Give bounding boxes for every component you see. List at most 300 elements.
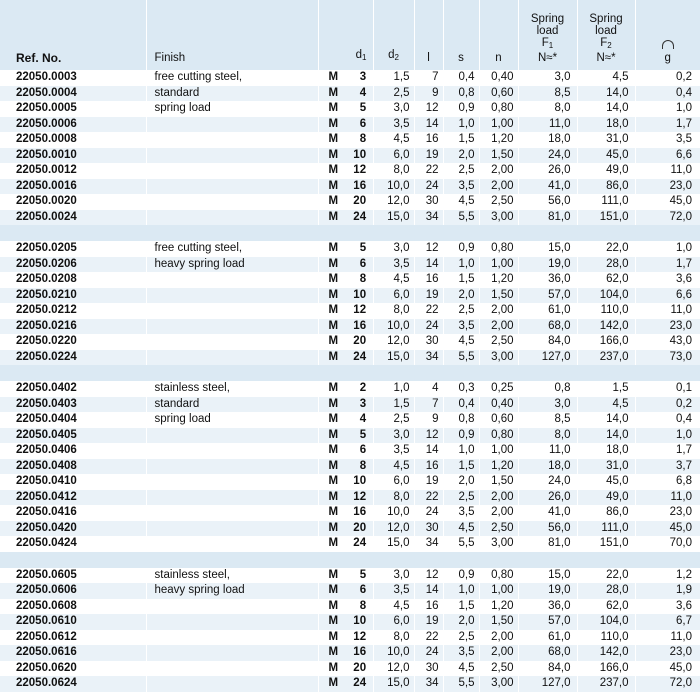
thread-size: 20 — [353, 521, 367, 534]
cell-d2: 12,0 — [373, 521, 414, 537]
cell-s: 5,5 — [443, 676, 479, 692]
cell-spring-load-f2: 18,0 — [577, 117, 635, 133]
cell-length-l: 12 — [414, 101, 443, 117]
cell-s: 4,5 — [443, 194, 479, 210]
cell-thread-d1 — [318, 505, 373, 521]
cell-spring-load-f2: 86,0 — [577, 505, 635, 521]
header-f2-letter: F — [600, 37, 608, 49]
cell-length-l: 16 — [414, 599, 443, 615]
cell-length-l: 22 — [414, 303, 443, 319]
cell-length-l: 30 — [414, 661, 443, 677]
cell-n: 1,20 — [479, 132, 518, 148]
cell-spring-load-f1: 3,0 — [518, 397, 577, 413]
cell-n: 0,40 — [479, 397, 518, 413]
cell-finish: spring load — [146, 101, 318, 117]
cell-finish — [146, 599, 318, 615]
cell-ref-no: 22050.0205 — [0, 241, 146, 257]
cell-s: 1,0 — [443, 443, 479, 459]
cell-n: 2,50 — [479, 334, 518, 350]
cell-finish: spring load — [146, 412, 318, 428]
cell-d2: 15,0 — [373, 350, 414, 366]
cell-spring-load-f2: 28,0 — [577, 583, 635, 599]
thread-size: 8 — [359, 273, 367, 285]
cell-s: 2,5 — [443, 630, 479, 646]
cell-weight-g: 23,0 — [635, 645, 700, 661]
cell-s: 2,5 — [443, 490, 479, 506]
cell-spring-load-f2: 104,0 — [577, 614, 635, 630]
table-row — [0, 272, 700, 288]
cell-spring-load-f1: 57,0 — [518, 288, 577, 304]
header-f2-symbol — [578, 37, 635, 52]
header-d1 — [318, 0, 373, 70]
header-spring-load-f2 — [577, 0, 635, 70]
cell-ref-no: 22050.0620 — [0, 661, 146, 677]
cell-thread-d1 — [318, 630, 373, 646]
cell-spring-load-f2: 14,0 — [577, 101, 635, 117]
cell-length-l: 16 — [414, 272, 443, 288]
cell-weight-g: 1,7 — [635, 443, 700, 459]
cell-spring-load-f2: 22,0 — [577, 241, 635, 257]
cell-d2: 6,0 — [373, 474, 414, 490]
cell-length-l: 9 — [414, 412, 443, 428]
thread-size: 24 — [353, 677, 367, 689]
cell-n: 2,00 — [479, 505, 518, 521]
cell-finish: standard — [146, 86, 318, 102]
table-row — [0, 86, 700, 102]
cell-thread-d1 — [318, 474, 373, 490]
cell-n: 3,00 — [479, 210, 518, 226]
cell-thread-d1 — [318, 210, 373, 226]
cell-n: 1,20 — [479, 599, 518, 615]
cell-spring-load-f1: 18,0 — [518, 132, 577, 148]
thread-size: 24 — [353, 210, 367, 223]
thread-prefix: M — [328, 164, 339, 176]
cell-length-l: 34 — [414, 350, 443, 366]
thread-prefix: M — [328, 71, 339, 83]
cell-finish: free cutting steel, — [146, 241, 318, 257]
table-row — [0, 614, 700, 630]
cell-ref-no: 22050.0020 — [0, 194, 146, 210]
cell-length-l: 34 — [414, 676, 443, 692]
cell-ref-no: 22050.0404 — [0, 412, 146, 428]
cell-finish — [146, 474, 318, 490]
cell-ref-no: 22050.0012 — [0, 163, 146, 179]
cell-s: 3,5 — [443, 645, 479, 661]
cell-spring-load-f2: 237,0 — [577, 676, 635, 692]
thread-size: 8 — [359, 133, 367, 145]
table-row — [0, 70, 700, 86]
cell-spring-load-f1: 81,0 — [518, 536, 577, 552]
cell-ref-no: 22050.0006 — [0, 117, 146, 133]
thread-prefix: M — [328, 661, 339, 674]
cell-ref-no: 22050.0220 — [0, 334, 146, 350]
cell-length-l: 19 — [414, 148, 443, 164]
cell-d2: 3,5 — [373, 257, 414, 273]
cell-finish — [146, 428, 318, 444]
thread-prefix: M — [328, 335, 339, 347]
thread-size: 5 — [359, 242, 367, 254]
cell-spring-load-f2: 49,0 — [577, 490, 635, 506]
cell-length-l: 14 — [414, 257, 443, 273]
cell-spring-load-f2: 31,0 — [577, 132, 635, 148]
cell-thread-d1 — [318, 412, 373, 428]
thread-size: 16 — [353, 646, 367, 658]
thread-size: 20 — [353, 335, 367, 347]
header-weight-unit: g — [664, 52, 671, 64]
cell-n: 0,60 — [479, 86, 518, 102]
table-row — [0, 148, 700, 164]
table-row — [0, 397, 700, 413]
cell-thread-d1 — [318, 241, 373, 257]
cell-s: 2,0 — [443, 474, 479, 490]
cell-thread-d1 — [318, 614, 373, 630]
cell-length-l: 16 — [414, 132, 443, 148]
cell-length-l: 22 — [414, 490, 443, 506]
cell-s: 3,5 — [443, 319, 479, 335]
thread-size: 5 — [359, 102, 367, 114]
cell-finish — [146, 521, 318, 537]
thread-size: 5 — [359, 428, 367, 441]
cell-spring-load-f2: 166,0 — [577, 334, 635, 350]
header-f2-line1: Spring — [589, 13, 623, 25]
cell-weight-g: 1,7 — [635, 117, 700, 133]
cell-length-l: 24 — [414, 319, 443, 335]
cell-weight-g: 6,6 — [635, 148, 700, 164]
cell-n: 3,00 — [479, 350, 518, 366]
cell-d2: 1,5 — [373, 397, 414, 413]
cell-d2: 6,0 — [373, 148, 414, 164]
thread-prefix: M — [328, 521, 339, 534]
header-finish: Finish — [146, 0, 318, 70]
cell-finish — [146, 645, 318, 661]
cell-ref-no: 22050.0605 — [0, 568, 146, 584]
cell-finish — [146, 350, 318, 366]
header-l: l — [414, 0, 443, 70]
cell-d2: 6,0 — [373, 288, 414, 304]
cell-spring-load-f1: 8,5 — [518, 86, 577, 102]
cell-ref-no: 22050.0208 — [0, 272, 146, 288]
cell-s: 0,3 — [443, 381, 479, 397]
cell-length-l: 19 — [414, 288, 443, 304]
table-row — [0, 210, 700, 226]
cell-spring-load-f2: 4,5 — [577, 397, 635, 413]
cell-s: 1,5 — [443, 459, 479, 475]
group-separator — [0, 225, 700, 241]
thread-prefix: M — [328, 242, 339, 254]
cell-length-l: 24 — [414, 645, 443, 661]
weight-icon — [636, 40, 700, 52]
thread-prefix: M — [328, 304, 339, 316]
cell-s: 0,4 — [443, 397, 479, 413]
thread-size: 2 — [359, 382, 367, 394]
cell-spring-load-f2: 142,0 — [577, 645, 635, 661]
cell-ref-no: 22050.0610 — [0, 614, 146, 630]
cell-d2: 3,0 — [373, 101, 414, 117]
thread-prefix: M — [328, 86, 339, 99]
table-row — [0, 661, 700, 677]
cell-spring-load-f2: 49,0 — [577, 163, 635, 179]
cell-thread-d1 — [318, 70, 373, 86]
thread-prefix: M — [328, 117, 339, 130]
cell-finish — [146, 194, 318, 210]
cell-length-l: 24 — [414, 505, 443, 521]
cell-spring-load-f1: 8,0 — [518, 428, 577, 444]
cell-thread-d1 — [318, 521, 373, 537]
cell-finish: free cutting steel, — [146, 70, 318, 86]
cell-finish — [146, 148, 318, 164]
cell-n: 2,50 — [479, 661, 518, 677]
cell-n: 1,00 — [479, 443, 518, 459]
cell-spring-load-f1: 8,0 — [518, 101, 577, 117]
cell-thread-d1 — [318, 599, 373, 615]
cell-finish: heavy spring load — [146, 257, 318, 273]
cell-s: 5,5 — [443, 536, 479, 552]
group-separator — [0, 552, 700, 568]
thread-prefix: M — [328, 599, 339, 612]
cell-finish: stainless steel, — [146, 381, 318, 397]
cell-d2: 4,5 — [373, 599, 414, 615]
cell-finish — [146, 303, 318, 319]
cell-spring-load-f2: 1,5 — [577, 381, 635, 397]
header-f2-sub: 2 — [607, 41, 612, 50]
cell-spring-load-f2: 62,0 — [577, 599, 635, 615]
cell-ref-no: 22050.0008 — [0, 132, 146, 148]
cell-d2: 12,0 — [373, 661, 414, 677]
cell-spring-load-f1: 11,0 — [518, 117, 577, 133]
header-d1-label: d — [355, 49, 363, 61]
table-row — [0, 645, 700, 661]
table-row — [0, 350, 700, 366]
table-row — [0, 568, 700, 584]
table-row — [0, 194, 700, 210]
group-separator — [0, 365, 700, 381]
cell-ref-no: 22050.0410 — [0, 474, 146, 490]
cell-spring-load-f2: 14,0 — [577, 86, 635, 102]
thread-prefix: M — [328, 537, 339, 549]
cell-s: 0,8 — [443, 86, 479, 102]
cell-thread-d1 — [318, 490, 373, 506]
cell-finish — [146, 272, 318, 288]
cell-ref-no: 22050.0206 — [0, 257, 146, 273]
thread-size: 20 — [353, 195, 367, 207]
cell-weight-g: 6,8 — [635, 474, 700, 490]
thread-size: 12 — [353, 304, 367, 316]
cell-d2: 12,0 — [373, 334, 414, 350]
cell-spring-load-f1: 11,0 — [518, 443, 577, 459]
cell-finish — [146, 179, 318, 195]
header-d1-sub: 1 — [362, 53, 367, 62]
thread-prefix: M — [328, 459, 339, 472]
cell-weight-g: 6,7 — [635, 614, 700, 630]
cell-spring-load-f2: 18,0 — [577, 443, 635, 459]
thread-size: 4 — [359, 86, 367, 99]
cell-s: 5,5 — [443, 210, 479, 226]
table-body — [0, 70, 700, 692]
header-f2-unit: N≈* — [596, 52, 616, 64]
thread-size: 6 — [359, 257, 367, 270]
thread-prefix: M — [328, 382, 339, 394]
cell-ref-no: 22050.0406 — [0, 443, 146, 459]
table-row — [0, 334, 700, 350]
cell-d2: 12,0 — [373, 194, 414, 210]
cell-spring-load-f2: 4,5 — [577, 70, 635, 86]
cell-s: 1,5 — [443, 132, 479, 148]
thread-size: 12 — [353, 164, 367, 176]
header-f1-letter: F — [541, 37, 549, 49]
table-row — [0, 599, 700, 615]
cell-spring-load-f1: 84,0 — [518, 334, 577, 350]
cell-spring-load-f2: 28,0 — [577, 257, 635, 273]
cell-n: 2,00 — [479, 630, 518, 646]
cell-spring-load-f1: 56,0 — [518, 521, 577, 537]
cell-finish — [146, 117, 318, 133]
cell-finish — [146, 210, 318, 226]
cell-thread-d1 — [318, 179, 373, 195]
cell-ref-no: 22050.0624 — [0, 676, 146, 692]
cell-s: 0,8 — [443, 412, 479, 428]
cell-d2: 3,0 — [373, 568, 414, 584]
cell-weight-g: 1,0 — [635, 101, 700, 117]
cell-ref-no: 22050.0616 — [0, 645, 146, 661]
cell-ref-no: 22050.0024 — [0, 210, 146, 226]
cell-d2: 10,0 — [373, 505, 414, 521]
cell-ref-no: 22050.0010 — [0, 148, 146, 164]
cell-n: 1,50 — [479, 148, 518, 164]
cell-s: 1,5 — [443, 599, 479, 615]
cell-d2: 4,5 — [373, 132, 414, 148]
thread-prefix: M — [328, 350, 339, 363]
cell-spring-load-f2: 45,0 — [577, 474, 635, 490]
cell-thread-d1 — [318, 303, 373, 319]
cell-s: 2,0 — [443, 614, 479, 630]
cell-d2: 2,5 — [373, 412, 414, 428]
cell-n: 1,50 — [479, 474, 518, 490]
cell-thread-d1 — [318, 86, 373, 102]
cell-finish — [146, 490, 318, 506]
cell-ref-no: 22050.0402 — [0, 381, 146, 397]
cell-n: 2,00 — [479, 163, 518, 179]
cell-weight-g: 70,0 — [635, 536, 700, 552]
cell-thread-d1 — [318, 459, 373, 475]
cell-s: 4,5 — [443, 334, 479, 350]
cell-spring-load-f1: 24,0 — [518, 148, 577, 164]
cell-thread-d1 — [318, 381, 373, 397]
cell-ref-no: 22050.0005 — [0, 101, 146, 117]
thread-size: 4 — [359, 413, 367, 425]
table-row — [0, 101, 700, 117]
thread-size: 16 — [353, 506, 367, 518]
thread-size: 3 — [359, 397, 367, 410]
cell-d2: 4,5 — [373, 459, 414, 475]
thread-prefix: M — [328, 677, 339, 689]
cell-length-l: 19 — [414, 614, 443, 630]
cell-length-l: 30 — [414, 521, 443, 537]
cell-weight-g: 1,0 — [635, 241, 700, 257]
table-header — [0, 0, 700, 70]
header-s: s — [443, 0, 479, 70]
cell-ref-no: 22050.0412 — [0, 490, 146, 506]
thread-prefix: M — [328, 397, 339, 410]
cell-length-l: 7 — [414, 397, 443, 413]
cell-weight-g: 0,2 — [635, 397, 700, 413]
cell-s: 1,5 — [443, 272, 479, 288]
header-spring-load-f1 — [518, 0, 577, 70]
cell-n: 2,00 — [479, 179, 518, 195]
cell-weight-g: 3,6 — [635, 599, 700, 615]
cell-d2: 3,5 — [373, 583, 414, 599]
cell-spring-load-f1: 61,0 — [518, 303, 577, 319]
header-f1-sub: 1 — [548, 41, 554, 50]
header-f1-unit: N≈* — [537, 52, 558, 64]
thread-size: 6 — [359, 444, 367, 456]
cell-length-l: 30 — [414, 194, 443, 210]
cell-n: 0,80 — [479, 568, 518, 584]
cell-length-l: 14 — [414, 117, 443, 133]
thread-size: 8 — [359, 599, 367, 612]
cell-ref-no: 22050.0216 — [0, 319, 146, 335]
cell-thread-d1 — [318, 117, 373, 133]
cell-weight-g: 72,0 — [635, 210, 700, 226]
cell-length-l: 7 — [414, 70, 443, 86]
cell-n: 1,20 — [479, 272, 518, 288]
thread-size: 12 — [353, 490, 367, 503]
cell-finish — [146, 163, 318, 179]
cell-weight-g: 0,4 — [635, 412, 700, 428]
thread-prefix: M — [328, 179, 339, 192]
cell-ref-no: 22050.0003 — [0, 70, 146, 86]
header-weight — [635, 0, 700, 70]
cell-s: 1,0 — [443, 117, 479, 133]
header-ref-no: Ref. No. — [0, 0, 146, 70]
header-d2 — [373, 0, 414, 70]
cell-spring-load-f2: 31,0 — [577, 459, 635, 475]
cell-s: 0,9 — [443, 428, 479, 444]
cell-weight-g: 73,0 — [635, 350, 700, 366]
cell-finish — [146, 630, 318, 646]
cell-d2: 10,0 — [373, 179, 414, 195]
cell-s: 5,5 — [443, 350, 479, 366]
cell-length-l: 12 — [414, 428, 443, 444]
cell-s: 4,5 — [443, 521, 479, 537]
cell-spring-load-f1: 41,0 — [518, 179, 577, 195]
cell-d2: 3,0 — [373, 241, 414, 257]
cell-d2: 10,0 — [373, 645, 414, 661]
cell-spring-load-f2: 14,0 — [577, 412, 635, 428]
cell-d2: 1,5 — [373, 70, 414, 86]
thread-size: 24 — [353, 350, 367, 363]
cell-ref-no: 22050.0612 — [0, 630, 146, 646]
cell-finish — [146, 661, 318, 677]
cell-spring-load-f2: 86,0 — [577, 179, 635, 195]
thread-prefix: M — [328, 148, 339, 161]
cell-finish — [146, 536, 318, 552]
cell-ref-no: 22050.0424 — [0, 536, 146, 552]
cell-length-l: 9 — [414, 86, 443, 102]
cell-spring-load-f1: 8,5 — [518, 412, 577, 428]
table-row — [0, 459, 700, 475]
cell-weight-g: 72,0 — [635, 676, 700, 692]
cell-d2: 3,0 — [373, 428, 414, 444]
thread-prefix: M — [328, 506, 339, 518]
cell-ref-no: 22050.0016 — [0, 179, 146, 195]
cell-thread-d1 — [318, 645, 373, 661]
table-row — [0, 490, 700, 506]
cell-d2: 3,5 — [373, 117, 414, 133]
cell-spring-load-f2: 45,0 — [577, 148, 635, 164]
cell-n: 1,00 — [479, 117, 518, 133]
cell-d2: 4,5 — [373, 272, 414, 288]
table-row — [0, 319, 700, 335]
